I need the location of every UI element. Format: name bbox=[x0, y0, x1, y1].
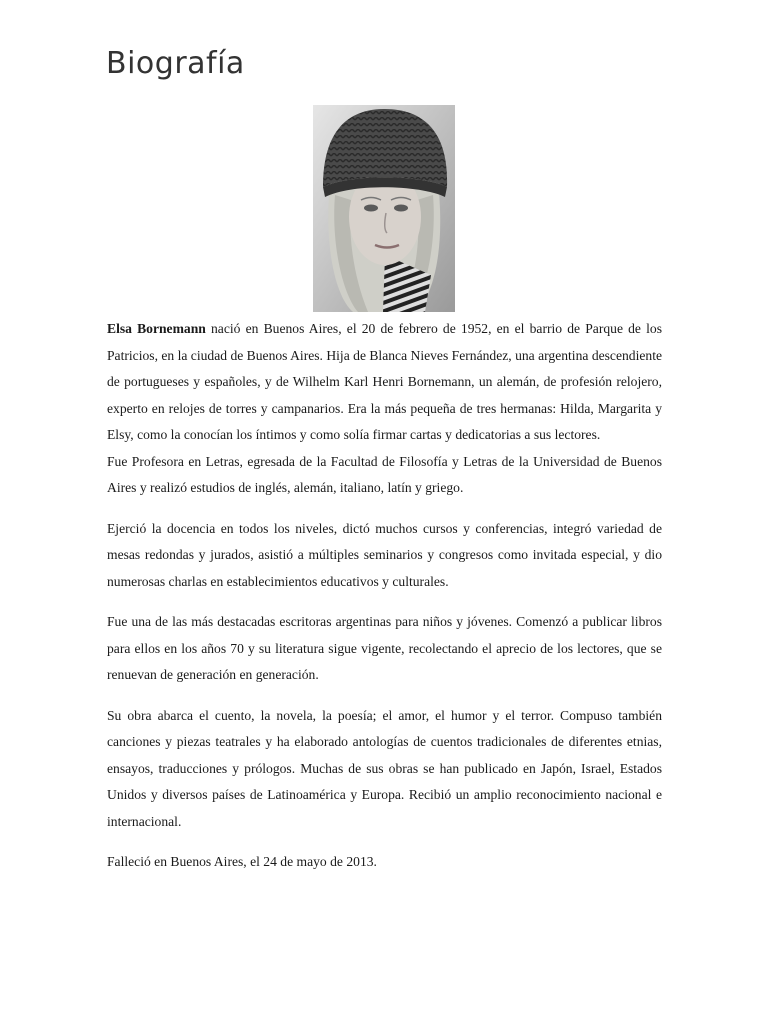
paragraph-birth-text: nació en Buenos Aires, el 20 de febrero de 1952, en el barrio de Parque de los Patricios, en la ciudad de Buenos Aires. Hija de Blanca Nieves Fernández, una argentina descendiente de portugueses y españoles, y de Wilhelm Karl Henri Bornemann, un alemán, de profesión relojero, experto en relojes de torres y campanarios. Era la más pequeña de tres hermanas: Hilda, Margarita y Elsy, como la conocían los íntimos y como solía firmar cartas y dedicatorias a sus lectores. bbox=[107, 321, 663, 442]
page-title: Biografía bbox=[106, 46, 245, 81]
portrait-photo-icon bbox=[313, 105, 455, 312]
paragraph-birth bbox=[107, 316, 662, 449]
paragraph-death: Falleció en Buenos Aires, el 24 de mayo de 2013. bbox=[107, 854, 377, 869]
paragraph-works: Su obra abarca el cuento, la novela, la poesía; el amor, el humor y el terror. Compuso también canciones y piezas teatrales y ha elaborado antologías de cuentos tradicionales de diferentes etnias, ensayos, traducciones y prólogos. Muchas de sus obras se han publicado en Japón, Israel, Estados Unidos y diversos países de Latinoamérica y Europa. Recibió un amplio reconocimiento nacional e internacional. bbox=[107, 707, 662, 829]
paragraph-education: Fue Profesora en Letras, egresada de la Facultad de Filosofía y Letras de la Universidad de Buenos Aires y realizó estudios de inglés, alemán, italiano, latín y griego. bbox=[107, 453, 662, 495]
paragraph-career: Fue una de las más destacadas escritoras argentinas para niños y jóvenes. Comenzó a publicar libros para ellos en los años 70 y su literatura sigue vigente, recolectando el aprecio de los lectores, que se renuevan de generación en generación. bbox=[107, 614, 662, 682]
portrait-photo bbox=[313, 105, 455, 312]
biography-text bbox=[107, 316, 662, 876]
author-name: Elsa Bornemann bbox=[107, 321, 206, 336]
paragraph-teaching: Ejerció la docencia en todos los niveles, dictó muchos cursos y conferencias, integró variedad de mesas redondas y jurados, asistió a múltiples seminarios y congresos como invitada especial, y dio numerosas charlas en establecimientos educativos y culturales. bbox=[107, 520, 662, 589]
